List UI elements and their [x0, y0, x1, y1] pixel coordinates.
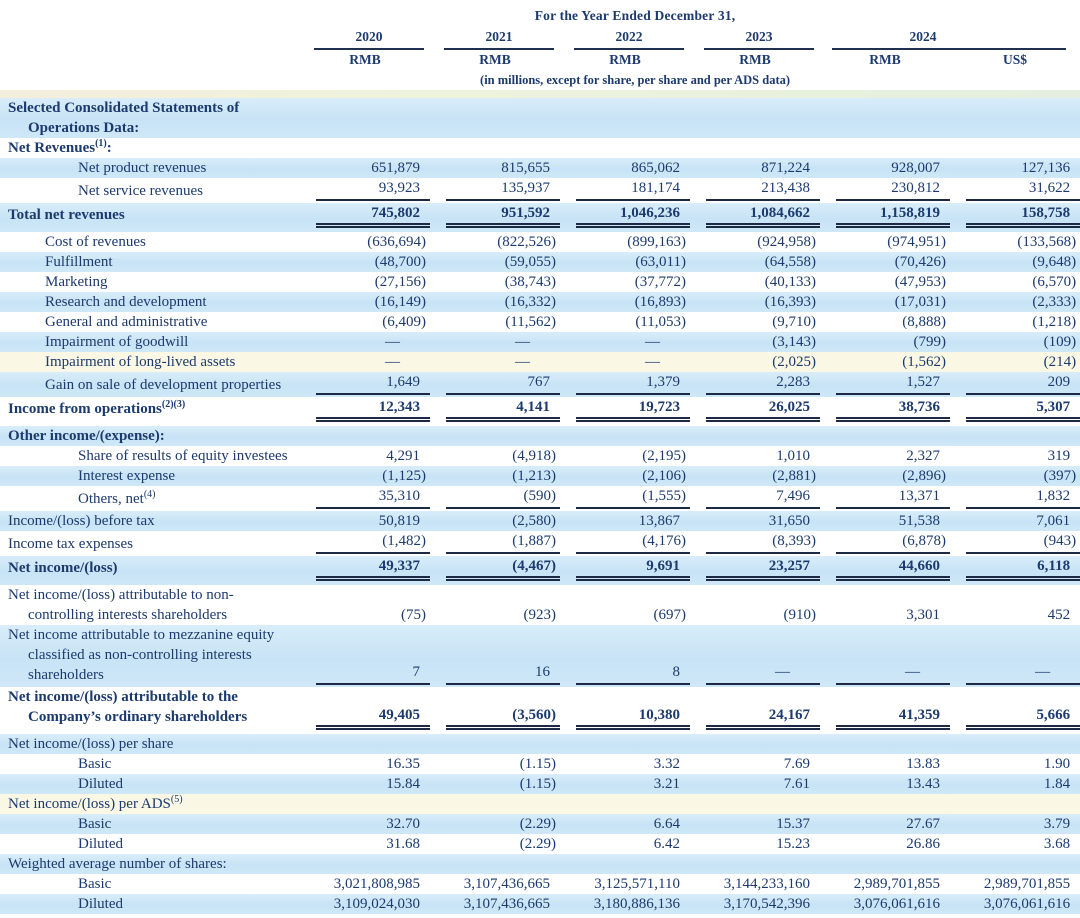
cell-value: (799)	[913, 334, 946, 350]
header-spacer	[0, 0, 300, 26]
cell-value: 3,301	[906, 607, 940, 623]
cell-value: (397)	[1043, 468, 1077, 484]
cell-value: (16,893)	[634, 294, 686, 310]
cell-value: 3,076,061,616	[983, 896, 1071, 912]
cell-value: 158,758	[950, 203, 1080, 232]
cell-value: 319	[1047, 448, 1071, 464]
cell-value: (924,958)	[757, 234, 816, 250]
cell-value: 1,649	[300, 372, 430, 397]
cell-value: (1,562)	[902, 354, 946, 370]
table-row	[0, 754, 1080, 774]
cell-empty	[560, 138, 690, 158]
years-row	[0, 26, 1080, 50]
cell-value: 5,307	[950, 397, 1080, 426]
cell-empty	[950, 426, 1080, 446]
cell-value: 3,144,233,160	[723, 876, 810, 892]
row-label: Net income/(loss) per share	[8, 736, 174, 752]
cell-value: 651,879	[371, 160, 420, 176]
cell-value: (3,560)	[430, 687, 560, 734]
cell-value: (2.29)	[519, 816, 556, 832]
cell-value: (9,648)	[1032, 254, 1077, 270]
cell-value: (70,426)	[894, 254, 946, 270]
cell-empty	[950, 734, 1080, 754]
table-row	[0, 734, 1080, 754]
table-row	[0, 232, 1080, 252]
cell-value: 38,736	[820, 397, 950, 426]
table-row	[0, 292, 1080, 312]
cell-empty	[430, 734, 560, 754]
cell-value: (2.29)	[519, 836, 556, 852]
year-2023: 2023	[690, 26, 820, 50]
table-header	[0, 0, 1080, 98]
cell-value: 3.79	[1043, 816, 1071, 832]
cell-value: 209	[950, 372, 1080, 397]
cell-value: (16,149)	[374, 294, 426, 310]
cell-value: 3,076,061,616	[853, 896, 940, 912]
cell-value: (923)	[523, 607, 556, 623]
row-label: Basic	[78, 816, 112, 832]
cell-value: 10,380	[560, 687, 690, 734]
table-row	[0, 98, 1080, 138]
cell-value: 4,291	[386, 448, 420, 464]
row-label: Net income/(loss) per ADS$^{(5)}$	[8, 794, 183, 812]
cell-empty	[950, 138, 1080, 158]
row-label: Interest expense	[78, 468, 176, 484]
cell-value: (1,213)	[512, 468, 556, 484]
row-label: Selected Consolidated Statements of Operations Data:	[8, 100, 240, 136]
cell-value: 35,310	[300, 486, 430, 511]
cell-value: 13,867	[638, 513, 680, 529]
cell-value: (16,332)	[504, 294, 556, 310]
row-label: Marketing	[45, 274, 108, 290]
table-row	[0, 834, 1080, 854]
row-label: Cost of revenues	[45, 234, 146, 250]
row-label: Other income/(expense):	[8, 428, 165, 444]
cell-empty	[820, 794, 950, 814]
cell-value: (6,570)	[1032, 274, 1077, 290]
cell-value: —	[385, 354, 400, 370]
cell-value: 7.61	[783, 776, 810, 792]
cell-value: 1,010	[776, 448, 810, 464]
cell-value: (4,918)	[512, 448, 556, 464]
cell-value: 3,180,886,136	[593, 896, 680, 912]
cell-value: 951,592	[430, 203, 560, 232]
row-label: Net service revenues	[78, 183, 203, 199]
header-spacer	[0, 26, 300, 50]
cell-value: 3,170,542,396	[723, 896, 810, 912]
cell-value: (37,772)	[634, 274, 686, 290]
table-row	[0, 894, 1080, 914]
table-row	[0, 178, 1080, 203]
cell-value: (17,031)	[894, 294, 946, 310]
table-row	[0, 625, 1080, 687]
cell-value: (4,176)	[560, 531, 690, 556]
cell-value: 3.21	[653, 776, 680, 792]
cell-value: (6,409)	[382, 314, 426, 330]
cell-value: (11,562)	[505, 314, 556, 330]
cell-empty	[950, 98, 1080, 138]
cell-value: 51,538	[898, 513, 940, 529]
cell-value: (2,896)	[902, 468, 946, 484]
table-row	[0, 486, 1080, 511]
cell-value: 31,650	[768, 513, 810, 529]
row-label: Net income/(loss) attributable to non-controlling interests shareholders	[8, 587, 234, 623]
cell-value: (40,133)	[764, 274, 816, 290]
table-body	[0, 98, 1080, 914]
cell-value: 16	[430, 625, 560, 687]
currency-row	[0, 50, 1080, 70]
cell-value: 7.69	[783, 756, 810, 772]
cell-empty	[690, 794, 820, 814]
currency-col-2020: RMB	[349, 52, 381, 67]
cell-value: 7	[300, 625, 430, 687]
cell-value: —	[515, 334, 530, 350]
cell-value: 213,438	[690, 178, 820, 203]
cell-value: (9,710)	[772, 314, 816, 330]
cell-value: 3,107,436,665	[463, 896, 550, 912]
cell-value: 24,167	[690, 687, 820, 734]
cell-empty	[690, 138, 820, 158]
cell-value: 1.90	[1043, 756, 1071, 772]
cell-value: 127,136	[1021, 160, 1071, 176]
units-note-row	[0, 70, 1080, 90]
cell-value: 815,655	[501, 160, 550, 176]
cell-value: (2,106)	[642, 468, 686, 484]
row-label: Net Revenues$^{(1)}$:	[8, 138, 112, 156]
cell-empty	[560, 734, 690, 754]
currency-col-2024-usd: US$	[1003, 52, 1028, 67]
cell-value: 1,046,236	[560, 203, 690, 232]
cell-empty	[950, 794, 1080, 814]
row-label: Diluted	[78, 776, 123, 792]
currency-col-2023: RMB	[739, 52, 771, 67]
cell-empty	[430, 426, 560, 446]
row-label: Basic	[78, 876, 112, 892]
cell-value: 41,359	[820, 687, 950, 734]
cell-value: (2,580)	[512, 513, 556, 529]
period-title: For the Year Ended December 31,	[534, 8, 736, 23]
table-row	[0, 814, 1080, 834]
cell-value: (8,888)	[902, 314, 946, 330]
cell-value: 745,802	[300, 203, 430, 232]
cell-empty	[430, 794, 560, 814]
cell-value: 1,527	[820, 372, 950, 397]
cell-value: 31,622	[950, 178, 1080, 203]
row-label: General and administrative	[45, 314, 208, 330]
cell-value: (1,555)	[560, 486, 690, 511]
row-label: Research and development	[45, 294, 207, 310]
cell-empty	[560, 854, 690, 874]
cell-value: (1,482)	[300, 531, 430, 556]
cell-value: (2,025)	[772, 354, 816, 370]
row-label: Net income attributable to mezzanine equity classified as non-controlling interests shareholders	[8, 627, 275, 683]
row-label: Gain on sale of development properties	[45, 377, 282, 393]
cell-value: 871,224	[761, 160, 810, 176]
cell-empty	[820, 426, 950, 446]
cell-value: (47,953)	[894, 274, 946, 290]
cell-value: 4,141	[430, 397, 560, 426]
cell-value: 27.67	[906, 816, 940, 832]
cell-value: 1,379	[560, 372, 690, 397]
table-row	[0, 352, 1080, 372]
cell-value: 1,832	[950, 486, 1080, 511]
table-row	[0, 774, 1080, 794]
cell-value: 135,937	[430, 178, 560, 203]
cell-value: 2,989,701,855	[853, 876, 940, 892]
cell-empty	[690, 426, 820, 446]
row-label: Income tax expenses	[8, 536, 133, 552]
cell-value: 32.70	[386, 816, 420, 832]
cell-value: 15.23	[776, 836, 810, 852]
cell-value: (1,125)	[382, 468, 426, 484]
table-row	[0, 272, 1080, 292]
cell-value: (75)	[401, 607, 426, 623]
cell-value: 26,025	[690, 397, 820, 426]
row-label: Diluted	[78, 836, 123, 852]
cell-empty	[430, 854, 560, 874]
cell-value: —	[690, 625, 820, 687]
cell-value: (64,558)	[764, 254, 816, 270]
cell-value: (1.15)	[519, 756, 556, 772]
cell-value: 865,062	[631, 160, 680, 176]
table-row	[0, 585, 1080, 625]
row-label: Net income/(loss)	[8, 560, 118, 576]
table-row	[0, 794, 1080, 814]
cell-value: (1,887)	[430, 531, 560, 556]
cell-empty	[300, 794, 430, 814]
table-row	[0, 511, 1080, 531]
cell-empty	[690, 854, 820, 874]
cell-value: (48,700)	[374, 254, 426, 270]
table-row	[0, 874, 1080, 894]
cell-empty	[560, 794, 690, 814]
table-row	[0, 252, 1080, 272]
table-row	[0, 332, 1080, 352]
cell-value: 8	[560, 625, 690, 687]
cell-empty	[820, 138, 950, 158]
cell-value: (214)	[1043, 354, 1077, 370]
row-label: Others, net$^{(4)}$	[78, 489, 156, 507]
cell-value: (822,526)	[497, 234, 556, 250]
row-label: Diluted	[78, 896, 123, 912]
cell-value: —	[950, 625, 1080, 687]
units-note: (in millions, except for share, per share and per ADS data)	[480, 73, 791, 87]
table-row	[0, 854, 1080, 874]
cell-value: (8,393)	[690, 531, 820, 556]
cell-value: 49,337	[300, 556, 430, 585]
cell-value: (4,467)	[430, 556, 560, 585]
cell-value: (16,393)	[764, 294, 816, 310]
cell-value: 6.64	[653, 816, 680, 832]
cell-value: 19,723	[560, 397, 690, 426]
row-label: Weighted average number of shares:	[8, 856, 227, 872]
row-label: Fulfillment	[45, 254, 113, 270]
cell-value: —	[645, 334, 660, 350]
cell-value: (63,011)	[635, 254, 686, 270]
currency-col-2021: RMB	[479, 52, 511, 67]
header-divider-band	[0, 90, 1080, 98]
table-row	[0, 446, 1080, 466]
cell-value: 3,107,436,665	[463, 876, 550, 892]
row-label: Basic	[78, 756, 112, 772]
cell-value: 3.68	[1043, 836, 1071, 852]
row-label: Net income/(loss) attributable to the Company’s ordinary shareholders	[8, 689, 248, 725]
cell-value: 3,125,571,110	[594, 876, 680, 892]
cell-value: 3,021,808,985	[333, 876, 420, 892]
cell-value: 16.35	[386, 756, 420, 772]
cell-value: (943)	[950, 531, 1080, 556]
cell-value: (1.15)	[519, 776, 556, 792]
cell-empty	[430, 138, 560, 158]
cell-value: 5,666	[950, 687, 1080, 734]
cell-value: (59,055)	[504, 254, 556, 270]
header-spacer	[0, 50, 300, 70]
row-label: Income from operations$^{(2)(3)}$	[8, 399, 186, 417]
table-row	[0, 687, 1080, 734]
cell-value: 1,158,819	[820, 203, 950, 232]
table-row	[0, 158, 1080, 178]
cell-value: (899,163)	[627, 234, 686, 250]
cell-value: 2,283	[690, 372, 820, 397]
cell-value: 23,257	[690, 556, 820, 585]
cell-value: 15.37	[776, 816, 810, 832]
cell-value: (2,881)	[772, 468, 816, 484]
cell-value: 2,327	[906, 448, 940, 464]
currency-col-2024-rmb: RMB	[869, 52, 901, 67]
row-label: Income/(loss) before tax	[8, 513, 155, 529]
year-2021: 2021	[430, 26, 560, 50]
cell-empty	[560, 426, 690, 446]
cell-empty	[950, 854, 1080, 874]
cell-value: (636,694)	[367, 234, 426, 250]
cell-value: 13,371	[820, 486, 950, 511]
year-2024: 2024	[820, 26, 1080, 50]
cell-empty	[300, 734, 430, 754]
cell-value: 1.84	[1043, 776, 1071, 792]
cell-value: (3,143)	[772, 334, 816, 350]
table-row	[0, 426, 1080, 446]
cell-value: 2,989,701,855	[983, 876, 1071, 892]
cell-value: (38,743)	[504, 274, 556, 290]
cell-value: (974,951)	[887, 234, 946, 250]
row-label: Impairment of long-lived assets	[45, 354, 236, 370]
table-row	[0, 203, 1080, 232]
cell-value: —	[645, 354, 660, 370]
row-label: Share of results of equity investees	[78, 448, 288, 464]
cell-value: (2,195)	[642, 448, 686, 464]
cell-empty	[430, 98, 560, 138]
cell-value: 31.68	[386, 836, 420, 852]
row-label: Total net revenues	[8, 207, 125, 223]
cell-value: 7,496	[690, 486, 820, 511]
cell-value: (6,878)	[820, 531, 950, 556]
table-row	[0, 556, 1080, 585]
row-label: Net product revenues	[78, 160, 207, 176]
cell-value: 12,343	[300, 397, 430, 426]
cell-value: 6.42	[653, 836, 680, 852]
table-row	[0, 466, 1080, 486]
cell-value: 230,812	[820, 178, 950, 203]
cell-value: 767	[430, 372, 560, 397]
cell-empty	[690, 98, 820, 138]
cell-value: 93,923	[300, 178, 430, 203]
cell-value: 49,405	[300, 687, 430, 734]
cell-value: 3.32	[653, 756, 680, 772]
cell-value: 13.83	[906, 756, 940, 772]
cell-empty	[820, 98, 950, 138]
cell-value: (1,218)	[1032, 314, 1077, 330]
cell-value: (133,568)	[1017, 234, 1077, 250]
cell-value: (590)	[430, 486, 560, 511]
cell-empty	[820, 734, 950, 754]
cell-value: 44,660	[820, 556, 950, 585]
table-row	[0, 397, 1080, 426]
cell-empty	[820, 854, 950, 874]
cell-value: (109)	[1043, 334, 1077, 350]
year-2020: 2020	[300, 26, 430, 50]
cell-value: (697)	[653, 607, 686, 623]
cell-value: (910)	[783, 607, 816, 623]
cell-empty	[300, 854, 430, 874]
cell-value: 3,109,024,030	[333, 896, 420, 912]
table-row	[0, 312, 1080, 332]
cell-value: 6,118	[950, 556, 1080, 585]
cell-empty	[690, 734, 820, 754]
cell-value: (27,156)	[374, 274, 426, 290]
cell-value: —	[515, 354, 530, 370]
cell-value: 928,007	[891, 160, 940, 176]
cell-value: 1,084,662	[690, 203, 820, 232]
row-label: Impairment of goodwill	[45, 334, 189, 350]
cell-value: 50,819	[378, 513, 420, 529]
table-row	[0, 138, 1080, 158]
cell-value: 9,691	[560, 556, 690, 585]
year-2022: 2022	[560, 26, 690, 50]
currency-col-2022: RMB	[609, 52, 641, 67]
table-row	[0, 531, 1080, 556]
cell-value: 7,061	[1036, 513, 1071, 529]
cell-value: 181,174	[560, 178, 690, 203]
cell-value: 13.43	[906, 776, 940, 792]
cell-value: 452	[1047, 607, 1071, 623]
cell-value: —	[385, 334, 400, 350]
cell-value: —	[820, 625, 950, 687]
cell-value: (2,333)	[1032, 294, 1077, 310]
cell-empty	[300, 426, 430, 446]
cell-value: (11,053)	[635, 314, 686, 330]
table-row	[0, 372, 1080, 397]
cell-value: 26.86	[906, 836, 940, 852]
cell-value: 15.84	[386, 776, 420, 792]
period-title-row	[0, 0, 1080, 26]
cell-empty	[300, 138, 430, 158]
cell-empty	[300, 98, 430, 138]
cell-empty	[560, 98, 690, 138]
